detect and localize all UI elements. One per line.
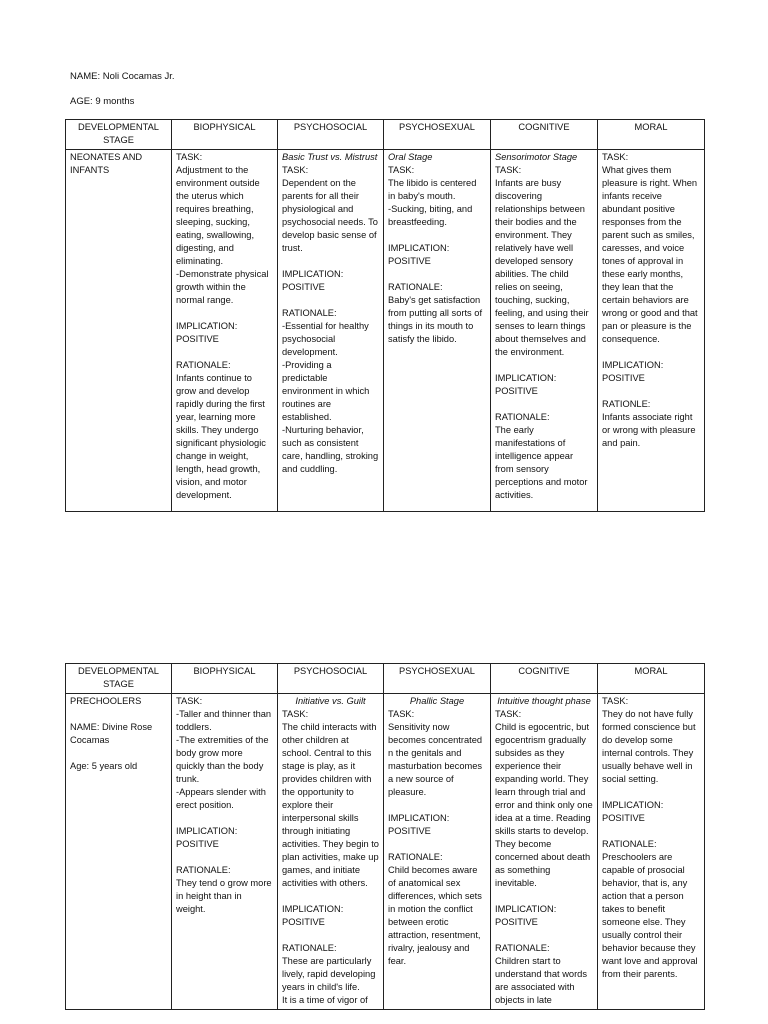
implication-label: IMPLICATION:	[495, 904, 557, 914]
cognitive-cell	[491, 694, 598, 1010]
stage-cell	[66, 150, 172, 512]
header-psychosocial: PSYCHOSOCIAL	[278, 120, 384, 150]
rationale-text: Infants associate right or wrong with pleasure and pain.	[602, 412, 696, 448]
rationale-label: RATIONALE:	[495, 943, 550, 953]
implication-label: IMPLICATION:	[602, 360, 664, 370]
development-table-infants	[65, 119, 705, 512]
header-developmental-stage: DEVELOPMENTAL STAGE	[66, 664, 172, 694]
task-text: What gives them pleasure is right. When infants receive abundant positive responses from the parent such as smiles, caresses, and voice tones of approval in these early months, they lean that the certain behaviors are wrong or good and that pan or pleasure is the consequence.	[602, 165, 698, 344]
stage-theory-title: Initiative vs. Guilt	[295, 696, 366, 706]
psychosexual-cell	[384, 150, 491, 512]
rationale-text: -Essential for healthy psychosocial development.	[282, 321, 369, 357]
header-cognitive: COGNITIVE	[491, 120, 598, 150]
rationale-text: -Nurturing behavior, such as consistent care, handling, stroking and cuddling.	[282, 425, 379, 474]
header-biophysical: BIOPHYSICAL	[172, 664, 278, 694]
task-text: Dependent on the parents for all their physiological and psychosocial needs. To develop basic sense of trust.	[282, 178, 378, 253]
header-moral: MORAL	[598, 664, 705, 694]
rationale-text: Infants continue to grow and develop rapidly during the first year, learning more skills. They undergo significant physiologic change in weight, length, head growth, vision, and motor development.	[176, 373, 266, 500]
header-moral: MORAL	[598, 120, 705, 150]
rationale-text: It is a time of vigor of	[282, 995, 368, 1005]
stage-theory-title: Intuitive thought phase	[497, 696, 591, 706]
rationale-text: These are particularly lively, rapid developing years in child's life.	[282, 956, 376, 992]
stage-cell	[66, 694, 172, 1010]
task-text: Adjustment to the environment outside the uterus which requires breathing, sleeping, sucking, eating, swallowing, digesting, and eliminating.	[176, 165, 260, 266]
implication-label: IMPLICATION:	[176, 321, 238, 331]
cognitive-cell	[491, 150, 598, 512]
implication-value: POSITIVE	[602, 813, 645, 823]
header-psychosocial: PSYCHOSOCIAL	[278, 664, 384, 694]
implication-value: POSITIVE	[388, 256, 431, 266]
task-text: -The extremities of the body grow more quickly than the body trunk.	[176, 735, 269, 784]
rationale-label: RATIONALE:	[495, 412, 550, 422]
moral-cell	[598, 150, 705, 512]
task-text: Infants are busy discovering relationships between their bodies and the environment. They relatively have well developed sensory abilities. The child relies on seeing, touching, sucking, feeling, and using their senses to learn things about themselves and the environment.	[495, 178, 589, 357]
psychosocial-cell	[278, 694, 384, 1010]
rationale-label: RATIONALE:	[176, 865, 231, 875]
header-psychosexual: PSYCHOSEXUAL	[384, 120, 491, 150]
rationale-label: RATIONALE:	[282, 308, 337, 318]
rationale-label: RATIONALE:	[602, 839, 657, 849]
task-label: TASK:	[495, 709, 522, 719]
psychosocial-cell	[278, 150, 384, 512]
task-text: They do not have fully formed conscience but do develop some internal controls. They usually behave well in social setting.	[602, 709, 696, 784]
rationale-text: The early manifestations of intelligence appear from sensory perceptions and motor activities.	[495, 425, 588, 500]
task-text: -Sucking, biting, and breastfeeding.	[388, 204, 473, 227]
implication-label: IMPLICATION:	[602, 800, 664, 810]
task-label: TASK:	[602, 152, 629, 162]
implication-label: IMPLICATION:	[388, 813, 450, 823]
table-row	[66, 694, 705, 1010]
rationale-text: -Providing a predictable environment in which routines are established.	[282, 360, 370, 422]
table-row	[66, 150, 705, 512]
rationale-label: RATIONLE:	[602, 399, 651, 409]
implication-label: IMPLICATION:	[282, 269, 344, 279]
task-text: -Appears slender with erect position.	[176, 787, 266, 810]
stage-label: NEONATES AND INFANTS	[70, 152, 143, 175]
rationale-text: Child becomes aware of anatomical sex differences, which sets in motion the conflict between erotic attraction, resentment, rivalry, jealousy and fear.	[388, 865, 482, 966]
child-age: Age: 5 years old	[70, 761, 138, 771]
implication-value: POSITIVE	[176, 839, 219, 849]
task-label: TASK:	[388, 165, 415, 175]
implication-value: POSITIVE	[495, 917, 538, 927]
header-psychosexual: PSYCHOSEXUAL	[384, 664, 491, 694]
task-label: TASK:	[495, 165, 522, 175]
header-biophysical: BIOPHYSICAL	[172, 120, 278, 150]
task-label: TASK:	[388, 709, 415, 719]
stage-theory-title: Phallic Stage	[409, 696, 465, 706]
biophysical-cell	[172, 150, 278, 512]
task-label: TASK:	[176, 152, 203, 162]
task-text: -Demonstrate physical growth within the normal range.	[176, 269, 269, 305]
implication-label: IMPLICATION:	[495, 373, 557, 383]
implication-value: POSITIVE	[495, 386, 538, 396]
stage-theory-title: Sensorimotor Stage	[495, 152, 578, 162]
development-table-preschoolers	[65, 663, 705, 1010]
rationale-label: RATIONALE:	[388, 282, 443, 292]
psychosexual-cell	[384, 694, 491, 1010]
header-cognitive: COGNITIVE	[491, 664, 598, 694]
task-label: TASK:	[282, 709, 309, 719]
implication-label: IMPLICATION:	[388, 243, 450, 253]
rationale-label: RATIONALE:	[388, 852, 443, 862]
implication-value: POSITIVE	[282, 282, 325, 292]
table-header-row	[66, 120, 705, 150]
moral-cell	[598, 694, 705, 1010]
stage-theory-title: Oral Stage	[388, 152, 433, 162]
implication-value: POSITIVE	[176, 334, 219, 344]
task-label: TASK:	[602, 696, 629, 706]
stage-theory-title: Basic Trust vs. Mistrust	[282, 152, 378, 162]
stage-label: PRECHOOLERS	[70, 696, 142, 706]
implication-value: POSITIVE	[388, 826, 431, 836]
task-label: TASK:	[176, 696, 203, 706]
header-developmental-stage: DEVELOPMENTAL STAGE	[66, 120, 172, 150]
implication-label: IMPLICATION:	[176, 826, 238, 836]
implication-value: POSITIVE	[602, 373, 645, 383]
rationale-label: RATIONALE:	[282, 943, 337, 953]
table-header-row	[66, 664, 705, 694]
rationale-text: They tend o grow more in height than in weight.	[176, 878, 272, 914]
task-text: Sensitivity now becomes concentrated n the genitals and masturbation becomes a new source of pleasure.	[388, 722, 483, 797]
patient-age-line: AGE: 9 months	[70, 96, 135, 107]
rationale-text: Children start to understand that words are associated with objects in late	[495, 956, 587, 1005]
task-text: The child interacts with other children at school. Central to this stage is play, as it provides children with the opportunity to explore their interpersonal skills through initiating activities. They begin to plan activities, make up games, and initiate activities with others.	[282, 722, 379, 888]
implication-value: POSITIVE	[282, 917, 325, 927]
rationale-label: RATIONALE:	[176, 360, 231, 370]
task-text: The libido is centered in baby's mouth.	[388, 178, 477, 201]
patient-name-line: NAME: Noli Cocamas Jr.	[70, 71, 175, 82]
implication-label: IMPLICATION:	[282, 904, 344, 914]
task-label: TASK:	[282, 165, 309, 175]
biophysical-cell	[172, 694, 278, 1010]
child-name: NAME: Divine Rose Cocamas	[70, 722, 153, 745]
task-text: Child is egocentric, but egocentrism gradually subsides as they experience their expanding world. They learn through trial and error and think only one idea at a time. Reading skills starts to develop. They become concerned about death as something inevitable.	[495, 722, 593, 888]
task-text: -Taller and thinner than toddlers.	[176, 709, 272, 732]
rationale-text: Preschoolers are capable of prosocial behavior, that is, any action that a person takes to benefit someone else. They usually control their behavior because they want love and approval from their parents.	[602, 852, 698, 979]
rationale-text: Baby's get satisfaction from putting all sorts of things in its mouth to satisfy the libido.	[388, 295, 483, 344]
